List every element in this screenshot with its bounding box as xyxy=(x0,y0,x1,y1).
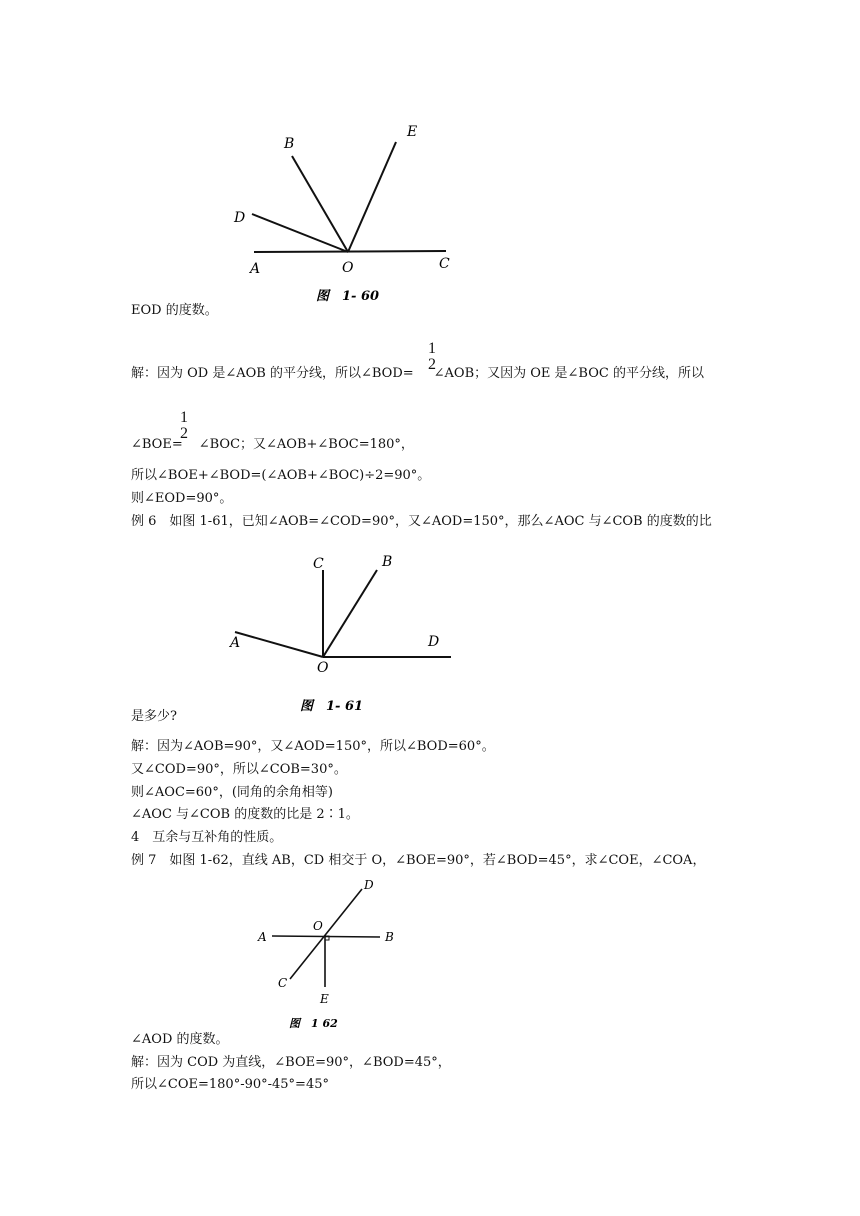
fraction-denominator: 2 xyxy=(180,425,188,442)
ray-oa-oc xyxy=(254,251,446,252)
label-c: C xyxy=(313,556,324,572)
label-d: D xyxy=(234,210,246,226)
text-line: 则∠AOC=60°，(同角的余角相等) xyxy=(131,785,333,800)
text-segment: ∠BOE= xyxy=(131,437,183,452)
text-line: 所以∠COE=180°-90°-45°=45° xyxy=(131,1077,329,1092)
label-a: A xyxy=(250,261,261,277)
ray-od xyxy=(252,214,348,252)
figure-caption: 图 1- 60 xyxy=(316,289,380,304)
text-segment: ∠BOC；又∠AOB+∠BOC=180°， xyxy=(198,437,414,452)
label-d: D xyxy=(428,634,440,650)
label-a: A xyxy=(258,930,267,944)
text-line xyxy=(131,366,704,382)
label-b: B xyxy=(382,554,393,570)
fraction-half xyxy=(425,340,439,374)
text-segment: 解：因为 OD 是∠AOB 的平分线，所以∠BOD= xyxy=(131,366,414,381)
label-a: A xyxy=(230,635,241,651)
fraction-half xyxy=(177,409,191,443)
text-line: 又∠COD=90°，所以∠COB=30°。 xyxy=(131,762,347,777)
label-e: E xyxy=(320,992,329,1006)
line-cd xyxy=(290,889,362,979)
text-line: 例 7 如图 1-62，直线 AB，CD 相交于 O，∠BOE=90°，若∠BOD=45°，求∠COE，∠COA， xyxy=(131,853,706,868)
text-line: ∠AOD 的度数。 xyxy=(131,1032,229,1047)
label-c: C xyxy=(439,256,450,272)
text-line: 解：因为 COD 为直线，∠BOE=90°，∠BOD=45°， xyxy=(131,1055,451,1070)
text-line: 4 互余与互补角的性质。 xyxy=(131,830,283,845)
figure-caption: 图 1 62 xyxy=(289,1017,338,1030)
figure-caption: 图 1- 61 xyxy=(300,699,364,714)
text-segment: ∠AOB；又因为 OE 是∠BOC 的平分线，所以 xyxy=(433,366,704,381)
fraction-numerator: 1 xyxy=(428,340,436,357)
label-d: D xyxy=(364,878,374,892)
label-b: B xyxy=(385,930,394,944)
text-line: ∠AOC 与∠COB 的度数的比是 2∶1。 xyxy=(131,807,359,822)
ray-oa xyxy=(235,632,323,657)
label-c: C xyxy=(278,976,288,990)
ray-oe xyxy=(348,142,396,252)
text-line: EOD 的度数。 xyxy=(131,303,218,318)
text-line xyxy=(131,437,414,453)
ray-ob xyxy=(323,570,377,657)
label-e: E xyxy=(407,124,418,140)
text-line: 例 6 如图 1-61，已知∠AOB=∠COD=90°，又∠AOD=150°，那么∠AOC 与∠COB 的度数的比 xyxy=(131,514,712,529)
fraction-denominator: 2 xyxy=(428,356,436,373)
label-b: B xyxy=(284,136,295,152)
fraction-numerator: 1 xyxy=(180,409,188,426)
ray-ob xyxy=(292,156,348,252)
figure-1-61 xyxy=(225,550,455,715)
text-line: 解：因为∠AOB=90°，又∠AOD=150°，所以∠BOD=60°。 xyxy=(131,739,495,754)
figure-1-60 xyxy=(230,118,470,308)
text-line: 所以∠BOE+∠BOD=(∠AOB+∠BOC)÷2=90°。 xyxy=(131,468,431,483)
figure-1-62 xyxy=(250,875,410,1035)
label-o: O xyxy=(313,919,323,933)
label-o: O xyxy=(317,660,329,676)
label-o: O xyxy=(342,260,354,276)
text-line: 是多少? xyxy=(131,709,177,724)
text-line: 则∠EOD=90°。 xyxy=(131,491,233,506)
